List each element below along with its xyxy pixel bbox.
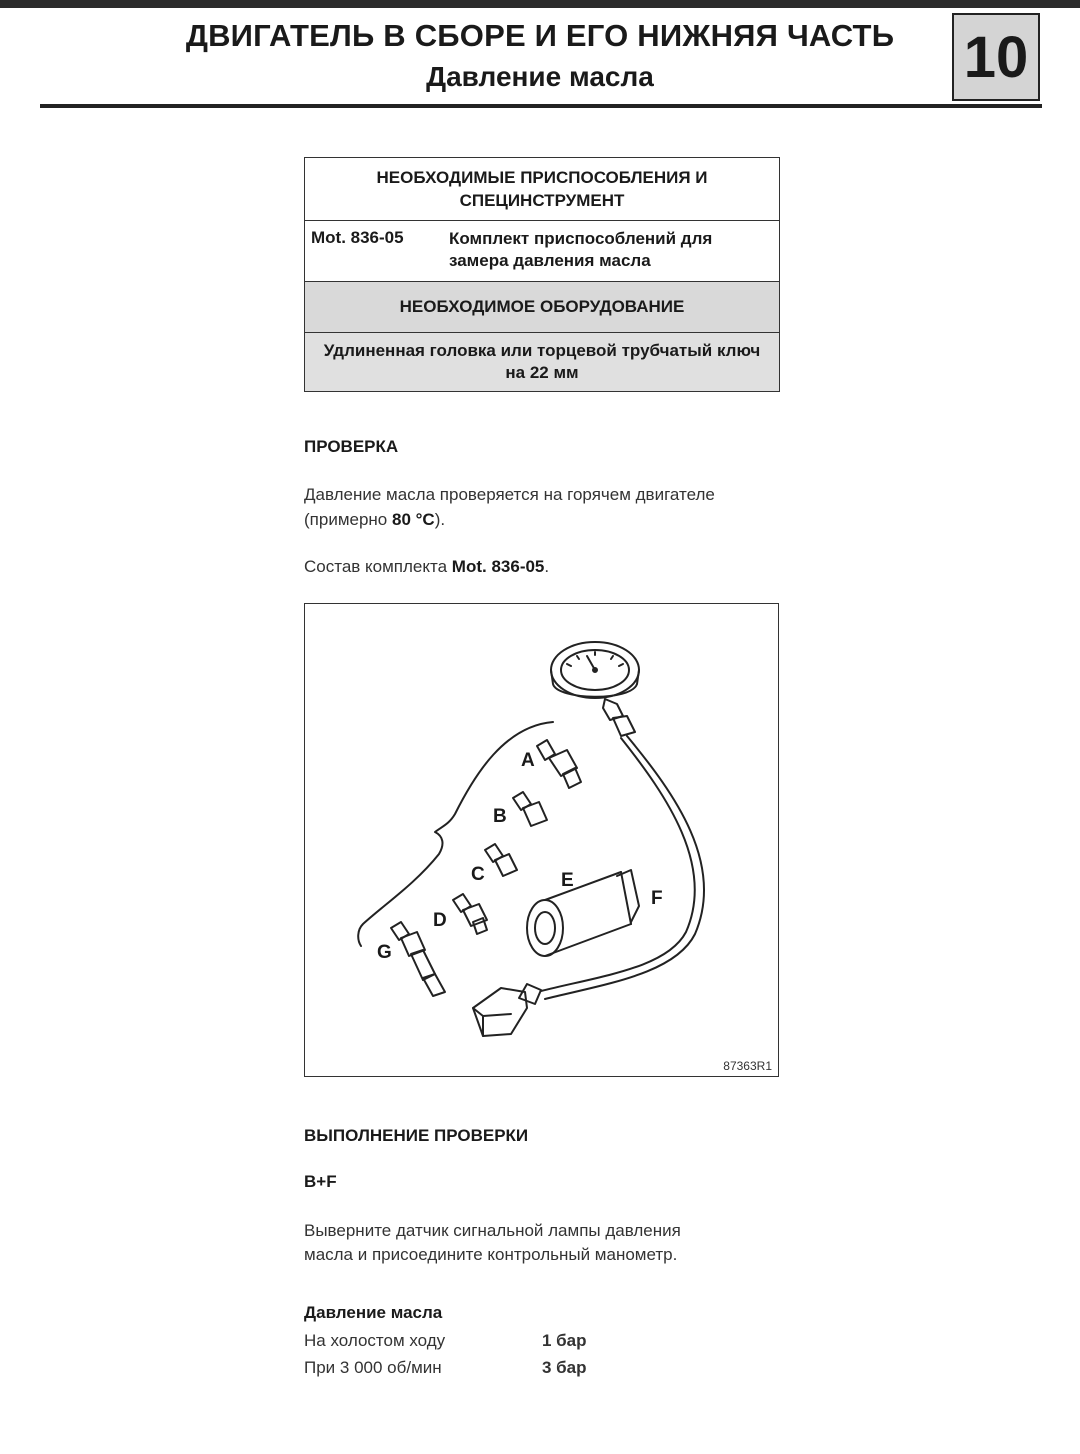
- tools-table: [304, 157, 780, 392]
- page-subtitle: Давление масла: [426, 61, 654, 92]
- check-heading: ПРОВЕРКА: [304, 437, 399, 456]
- socket-e: [527, 870, 639, 956]
- kit-contents-line: Состав комплекта Mot. 836-05.: [304, 557, 550, 576]
- pressure-heading: Давление масла: [304, 1303, 443, 1322]
- kit-drawing: [305, 604, 780, 1078]
- kit-code: Mot. 836-05: [451, 557, 545, 576]
- section-title: ДВИГАТЕЛЬ В СБОРЕ И ЕГО НИЖНЯЯ ЧАСТЬ: [185, 18, 895, 53]
- hose-adapter-block: [473, 988, 527, 1036]
- pressure-row-label: На холостом ходу: [304, 1331, 446, 1350]
- adapter-g: [391, 922, 445, 996]
- label-a: A: [521, 750, 535, 771]
- label-g: G: [377, 942, 392, 963]
- adapter-c: [485, 844, 517, 876]
- procedure-heading: ВЫПОЛНЕНИЕ ПРОВЕРКИ: [304, 1126, 529, 1145]
- kit-illustration: [304, 603, 779, 1077]
- pressure-row-label: При 3 000 об/мин: [304, 1358, 442, 1377]
- tools-table-header: НЕОБХОДИМЫЕ ПРИСПОСОБЛЕНИЯ И СПЕЦИНСТРУМЕНТ: [305, 158, 780, 221]
- procedure-combo: B+F: [304, 1172, 337, 1191]
- header-divider: [40, 104, 1042, 108]
- label-f: F: [651, 888, 663, 909]
- equipment-header: НЕОБХОДИМОЕ ОБОРУДОВАНИЕ: [305, 282, 780, 333]
- check-paragraph-line2: (примерно 80 °C).: [304, 510, 446, 529]
- label-c: C: [471, 864, 485, 885]
- chapter-number-badge: 10: [952, 13, 1040, 101]
- gauge-body: [551, 670, 639, 697]
- label-e: E: [561, 870, 574, 891]
- check-paragraph-line1: Давление масла проверяется на горячем двигателе: [304, 485, 715, 504]
- tool-code: Mot. 836-05: [305, 221, 440, 282]
- label-b: B: [493, 806, 507, 827]
- procedure-line1: Выверните датчик сигнальной лампы давления: [304, 1221, 681, 1240]
- hose-coupling: [519, 984, 541, 1004]
- hose-outer: [545, 736, 704, 999]
- top-bar: [0, 0, 1080, 8]
- pressure-row-value: 3 бар: [542, 1358, 587, 1377]
- adapter-d: [453, 894, 487, 934]
- figure-code: 87363R1: [723, 1059, 772, 1073]
- procedure-line2: масла и присоедините контрольный манометр.: [304, 1245, 678, 1264]
- label-d: D: [433, 910, 447, 931]
- pressure-row-value: 1 бар: [542, 1331, 587, 1350]
- adapter-b: [513, 792, 547, 826]
- equipment-description: Удлиненная головка или торцевой трубчатый ключ на 22 мм: [305, 333, 780, 392]
- adapter-a: [537, 740, 581, 788]
- tool-description: Комплект приспособлений для замера давления масла: [439, 221, 780, 282]
- temperature-value: 80 °C: [391, 510, 435, 529]
